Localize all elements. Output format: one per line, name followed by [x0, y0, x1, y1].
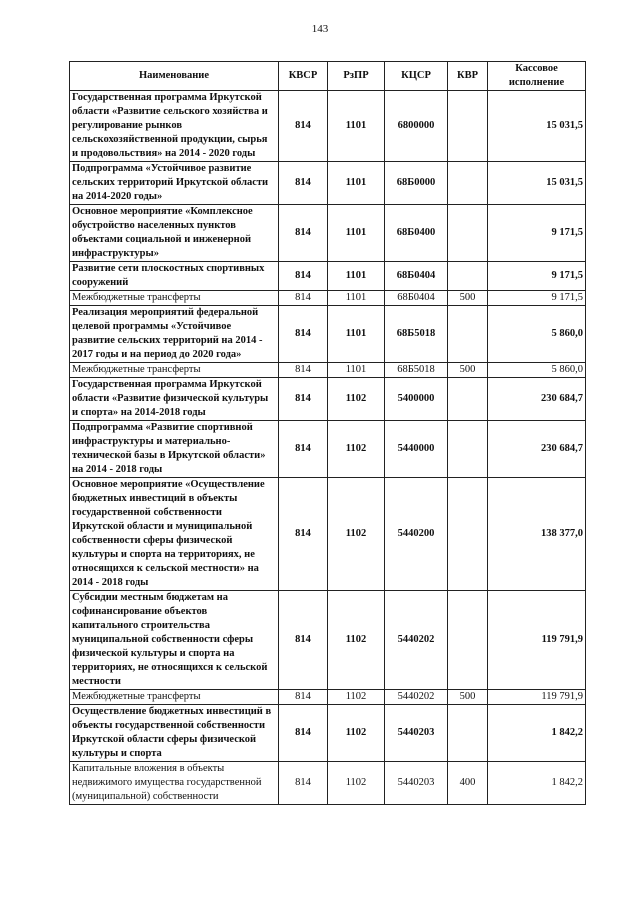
cell-kvr [448, 162, 488, 205]
table-header-row [70, 62, 586, 91]
header-kvsr: КВСР [279, 62, 328, 91]
cell-name: Субсидии местным бюджетам на софинансирование объектов капитального строительства муниципальной собственности сферы физической культуры и спорта на территориях, не относящихся к сельской местности [70, 591, 279, 690]
cell-kcsr: 68Б0400 [385, 205, 448, 262]
cell-rzpr: 1102 [328, 762, 385, 805]
cell-kvsr: 814 [279, 205, 328, 262]
table-row [70, 421, 586, 478]
cell-kvr [448, 205, 488, 262]
cell-amount: 1 842,2 [488, 705, 586, 762]
table-row [70, 478, 586, 591]
cell-kvr [448, 705, 488, 762]
table-row [70, 591, 586, 690]
budget-execution-table [69, 61, 586, 805]
cell-kvsr: 814 [279, 762, 328, 805]
table-row [70, 262, 586, 291]
cell-name: Подпрограмма «Развитие спортивной инфраструктуры и материально-технической базы в Иркутской области» на 2014 - 2018 годы [70, 421, 279, 478]
cell-kvsr: 814 [279, 91, 328, 162]
cell-kvr [448, 91, 488, 162]
cell-amount: 15 031,5 [488, 162, 586, 205]
cell-amount: 15 031,5 [488, 91, 586, 162]
cell-name: Межбюджетные трансферты [70, 363, 279, 378]
cell-kcsr: 5400000 [385, 378, 448, 421]
table-row [70, 690, 586, 705]
cell-kvr: 500 [448, 690, 488, 705]
table-row [70, 91, 586, 162]
table-row [70, 762, 586, 805]
cell-amount: 119 791,9 [488, 591, 586, 690]
cell-rzpr: 1101 [328, 91, 385, 162]
cell-kvsr: 814 [279, 705, 328, 762]
cell-kcsr: 68Б0404 [385, 262, 448, 291]
cell-amount: 230 684,7 [488, 378, 586, 421]
cell-kcsr: 68Б5018 [385, 306, 448, 363]
cell-name: Основное мероприятие «Комплексное обустройство населенных пунктов объектами социальной и инженерной инфраструктуры» [70, 205, 279, 262]
cell-amount: 138 377,0 [488, 478, 586, 591]
cell-name: Реализация мероприятий федеральной целевой программы «Устойчивое развитие сельских территорий на 2014 - 2017 годы и на период до 2020 года» [70, 306, 279, 363]
page-number: 143 [311, 23, 329, 35]
cell-kvr: 400 [448, 762, 488, 805]
cell-kvr [448, 591, 488, 690]
cell-kvr [448, 262, 488, 291]
cell-rzpr: 1101 [328, 205, 385, 262]
cell-kvsr: 814 [279, 262, 328, 291]
cell-kvsr: 814 [279, 478, 328, 591]
header-kvr: КВР [448, 62, 488, 91]
cell-kvr [448, 306, 488, 363]
header-rzpr: РзПР [328, 62, 385, 91]
cell-kvsr: 814 [279, 378, 328, 421]
table-row [70, 306, 586, 363]
cell-amount: 9 171,5 [488, 262, 586, 291]
cell-amount: 5 860,0 [488, 306, 586, 363]
cell-kvsr: 814 [279, 591, 328, 690]
header-amount: Кассовое исполнение [488, 62, 586, 91]
cell-kvr: 500 [448, 363, 488, 378]
cell-kcsr: 5440202 [385, 591, 448, 690]
cell-kcsr: 5440203 [385, 762, 448, 805]
cell-kvsr: 814 [279, 363, 328, 378]
cell-amount: 230 684,7 [488, 421, 586, 478]
cell-amount: 5 860,0 [488, 363, 586, 378]
header-kcsr: КЦСР [385, 62, 448, 91]
table-body [70, 91, 586, 805]
cell-kcsr: 68Б0404 [385, 291, 448, 306]
cell-kcsr: 68Б0000 [385, 162, 448, 205]
cell-rzpr: 1102 [328, 591, 385, 690]
cell-kcsr: 5440203 [385, 705, 448, 762]
cell-kcsr: 5440200 [385, 478, 448, 591]
cell-kvr [448, 478, 488, 591]
cell-rzpr: 1102 [328, 690, 385, 705]
cell-amount: 9 171,5 [488, 291, 586, 306]
cell-kvsr: 814 [279, 306, 328, 363]
cell-kcsr: 5440000 [385, 421, 448, 478]
cell-rzpr: 1101 [328, 291, 385, 306]
table-row [70, 291, 586, 306]
cell-rzpr: 1102 [328, 478, 385, 591]
cell-name: Осуществление бюджетных инвестиций в объекты государственной собственности Иркутской области сферы физической культуры и спорта [70, 705, 279, 762]
cell-kvsr: 814 [279, 421, 328, 478]
cell-kvr: 500 [448, 291, 488, 306]
table-row [70, 363, 586, 378]
table-row [70, 378, 586, 421]
cell-name: Основное мероприятие «Осуществление бюджетных инвестиций в объекты государственной собственности Иркутской области и муниципальной собственности сферы физической культуры и спорта на территориях, не относящихся к сельской местности» на 2014 - 2018 годы [70, 478, 279, 591]
cell-kcsr: 68Б5018 [385, 363, 448, 378]
cell-rzpr: 1102 [328, 421, 385, 478]
cell-amount: 9 171,5 [488, 205, 586, 262]
cell-rzpr: 1101 [328, 262, 385, 291]
cell-rzpr: 1102 [328, 705, 385, 762]
cell-amount: 1 842,2 [488, 762, 586, 805]
header-name: Наименование [70, 62, 279, 91]
cell-rzpr: 1102 [328, 378, 385, 421]
cell-name: Государственная программа Иркутской области «Развитие сельского хозяйства и регулирование рынков сельскохозяйственной продукции, сырья и продовольствия» на 2014 - 2020 годы [70, 91, 279, 162]
cell-kvsr: 814 [279, 291, 328, 306]
cell-kcsr: 6800000 [385, 91, 448, 162]
table-row [70, 162, 586, 205]
cell-name: Межбюджетные трансферты [70, 291, 279, 306]
cell-rzpr: 1101 [328, 162, 385, 205]
cell-kvr [448, 421, 488, 478]
cell-name: Развитие сети плоскостных спортивных сооружений [70, 262, 279, 291]
cell-name: Подпрограмма «Устойчивое развитие сельских территорий Иркутской области на 2014-2020 годы» [70, 162, 279, 205]
cell-name: Межбюджетные трансферты [70, 690, 279, 705]
table-row [70, 705, 586, 762]
cell-name: Государственная программа Иркутской области «Развитие физической культуры и спорта» на 2014-2018 годы [70, 378, 279, 421]
cell-kcsr: 5440202 [385, 690, 448, 705]
cell-amount: 119 791,9 [488, 690, 586, 705]
cell-kvr [448, 378, 488, 421]
cell-name: Капитальные вложения в объекты недвижимого имущества государственной (муниципальной) собственности [70, 762, 279, 805]
cell-kvsr: 814 [279, 690, 328, 705]
cell-rzpr: 1101 [328, 306, 385, 363]
cell-kvsr: 814 [279, 162, 328, 205]
cell-rzpr: 1101 [328, 363, 385, 378]
table-row [70, 205, 586, 262]
